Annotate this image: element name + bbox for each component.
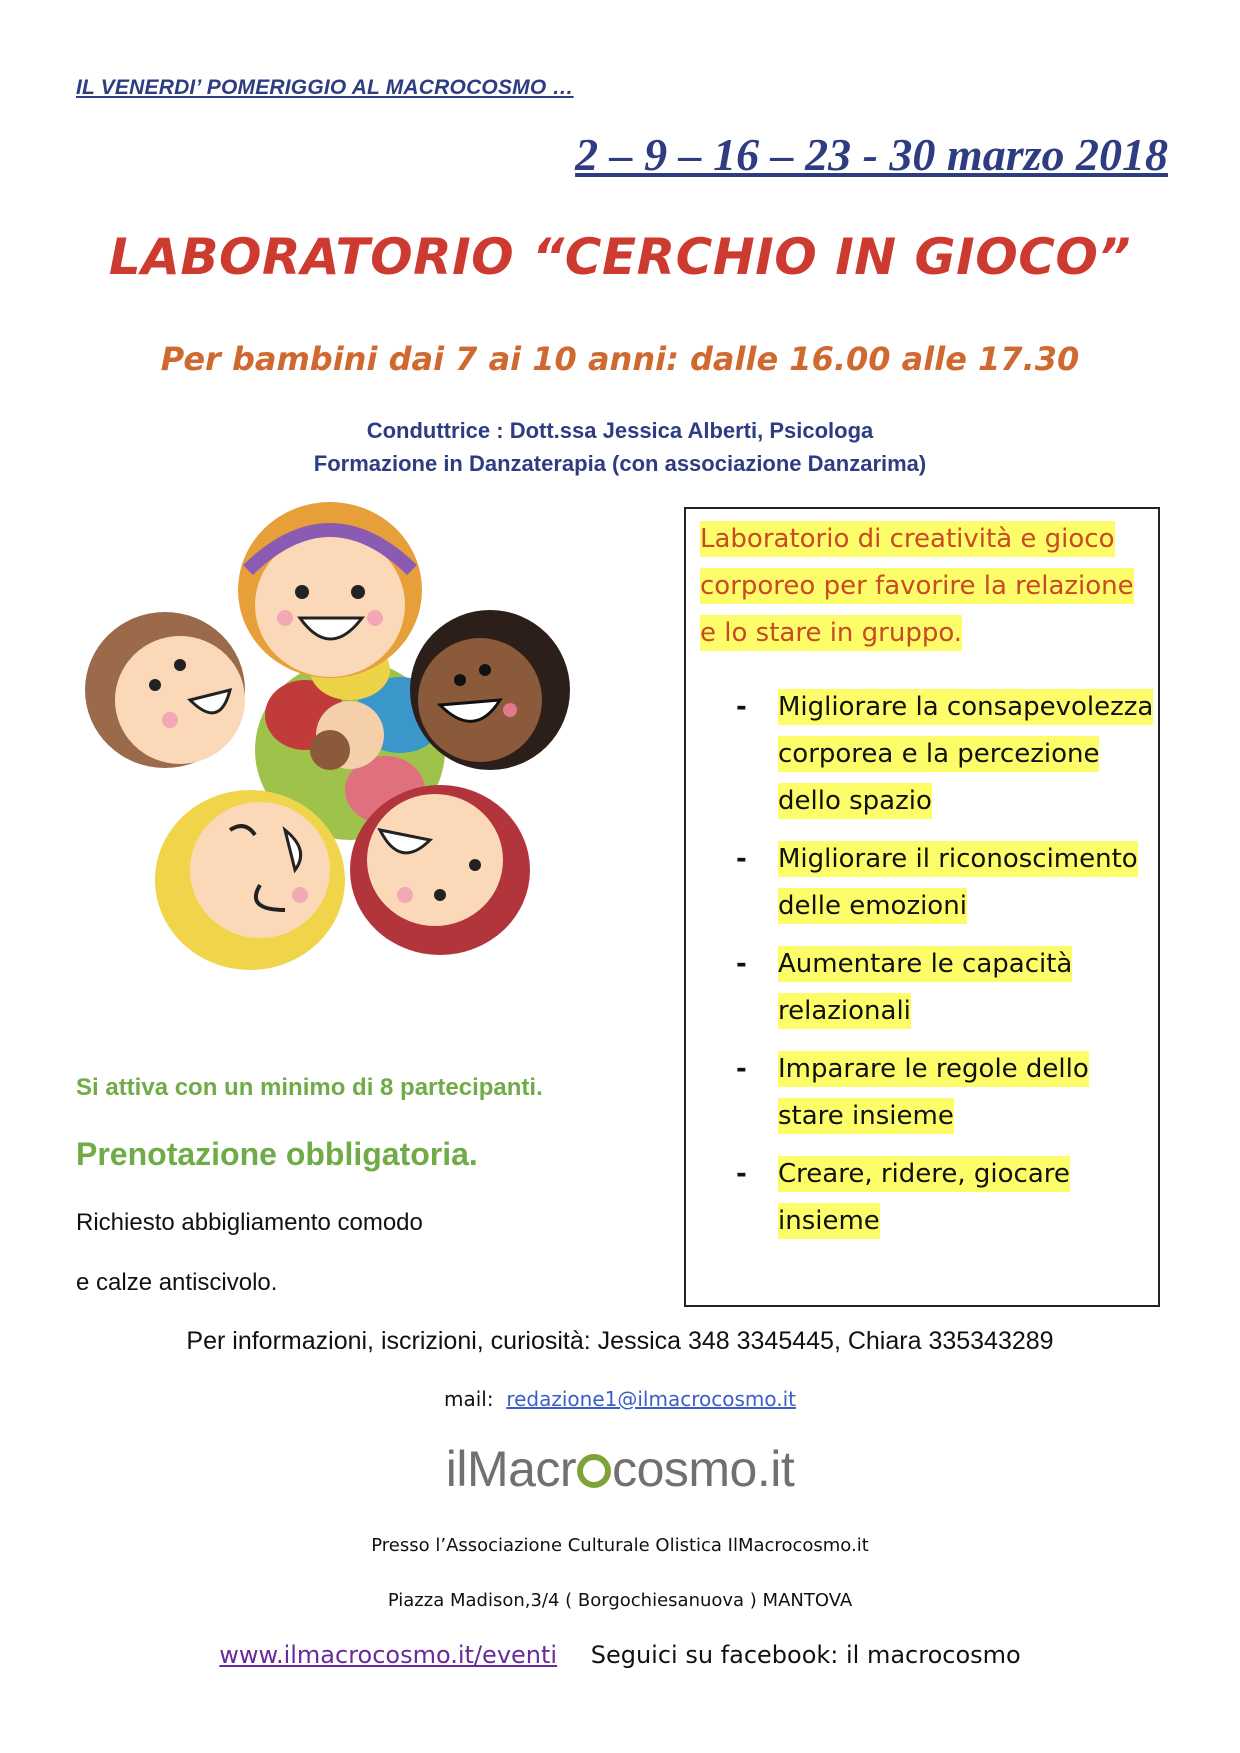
list-item xyxy=(736,941,1156,1035)
page-title: LABORATORIO “CERCHIO IN GIOCO” xyxy=(108,228,1132,286)
kid-top xyxy=(238,502,422,678)
list-item xyxy=(736,1151,1156,1245)
dash-bullet: - xyxy=(736,949,747,979)
mail-line xyxy=(0,1387,1240,1411)
objectives-list xyxy=(736,684,1156,1256)
address-line-1: Presso l’Associazione Culturale Olistica IlMacrocosmo.it xyxy=(371,1535,869,1556)
footer xyxy=(0,1641,1240,1669)
logo-circle-icon xyxy=(577,1454,611,1488)
list-item-text: Aumentare le capacità relazionali xyxy=(778,946,1072,1029)
dash-bullet: - xyxy=(736,1159,747,1189)
website-link[interactable]: www.ilmacrocosmo.it/eventi xyxy=(219,1641,558,1669)
facebook-text: Seguici su facebook: il macrocosmo xyxy=(590,1641,1021,1669)
subtitle-age-time: Per bambini dai 7 ai 10 anni: dalle 16.00 alle 17.30 xyxy=(160,340,1080,378)
list-item-text: Creare, ridere, giocare insieme xyxy=(778,1156,1070,1239)
conductor-line-1: Conduttrice : Dott.ssa Jessica Alberti, Psicologa xyxy=(366,418,874,443)
box-intro xyxy=(700,516,1150,657)
conductor-line-2: Formazione in Danzaterapia (con associazione Danzarima) xyxy=(313,451,927,476)
list-item-text: Migliorare il riconoscimento delle emozioni xyxy=(778,841,1138,924)
brand-logo xyxy=(0,1440,1240,1498)
booking-required: Prenotazione obbligatoria. xyxy=(76,1136,478,1172)
dash-bullet: - xyxy=(736,692,747,722)
conductor-info xyxy=(0,414,1240,480)
minimum-participants: Si attiva con un minimo di 8 partecipanti. xyxy=(76,1074,543,1101)
kid-left xyxy=(85,612,245,768)
kid-right xyxy=(410,610,570,770)
dash-bullet: - xyxy=(736,1054,747,1084)
mail-link[interactable]: redazione1@ilmacrocosmo.it xyxy=(506,1387,796,1411)
list-item-text: Migliorare la consapevolezza corporea e la percezione dello spazio xyxy=(778,689,1153,819)
list-item xyxy=(736,1046,1156,1140)
list-item xyxy=(736,684,1156,825)
hands-shape xyxy=(310,730,350,770)
logo-text-1: ilMacr xyxy=(445,1441,577,1497)
box-intro-text: Laboratorio di creatività e gioco corporeo per favorire la relazione e lo stare in gruppo. xyxy=(700,521,1134,651)
logo-text-2: cosmo.it xyxy=(612,1441,795,1497)
kid-bottom-right xyxy=(350,785,530,955)
clothing-note-1: Richiesto abbigliamento comodo xyxy=(76,1209,423,1236)
event-dates: 2 – 9 – 16 – 23 - 30 marzo 2018 xyxy=(575,129,1168,180)
list-item-text: Imparare le regole dello stare insieme xyxy=(778,1051,1089,1134)
mail-label: mail: xyxy=(444,1387,494,1411)
contact-info: Per informazioni, iscrizioni, curiosità: Jessica 348 3345445, Chiara 335343289 xyxy=(186,1327,1054,1355)
kicker-text: IL VENERDI’ POMERIGGIO AL MACROCOSMO … xyxy=(76,76,574,99)
children-circle-illustration xyxy=(80,500,620,1000)
dash-bullet: - xyxy=(736,844,747,874)
kid-bottom-left xyxy=(155,790,345,970)
clothing-note-2: e calze antiscivolo. xyxy=(76,1269,278,1296)
list-item xyxy=(736,836,1156,930)
address-line-2: Piazza Madison,3/4 ( Borgochiesanuova ) MANTOVA xyxy=(387,1590,853,1611)
